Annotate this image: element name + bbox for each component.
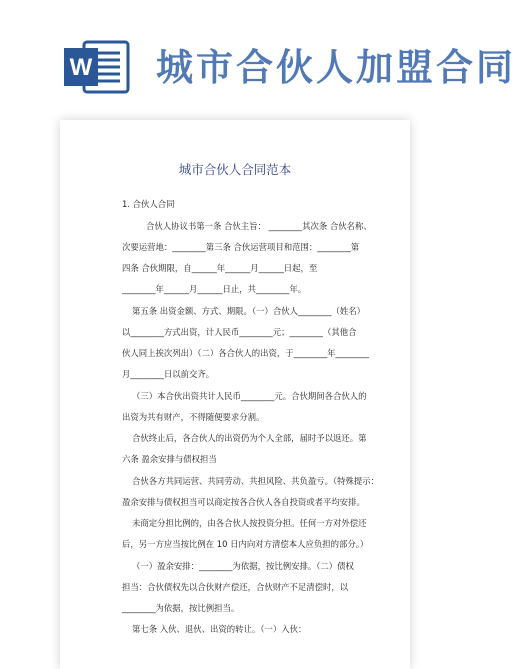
document-line: 四条 合伙期限，自______年______月______日起，至 — [122, 263, 318, 273]
document-line: 月________日以前交齐。 — [122, 369, 215, 379]
document-line: 出资为共有财产，不得随便要求分割。 — [122, 412, 265, 422]
document-line: 以________方式出资，计人民币________元；________（其他合 — [122, 327, 357, 337]
document-line: 未商定分担比例的，由各合伙人按投资分担。任何一方对外偿还 — [132, 518, 367, 528]
document-line: 六条 盈余安排与债权担当 — [122, 454, 217, 464]
document-line: 第七条 入伙、退伙、出资的转让。（一）入伙： — [132, 624, 307, 634]
document-line: 担当：合伙债权先以合伙财产偿还，合伙财产不足清偿时，以 — [122, 582, 349, 592]
document-line: ________年______月______日止，共________年。 — [122, 284, 307, 294]
banner-title: 城市合伙人加盟合同 — [156, 46, 516, 89]
document-line: 合伙人协议书第一条 合伙主旨： ________其次条 合伙名称、 — [146, 221, 372, 231]
document-line: 第五条 出资金额、方式、期限。（一）合伙人________（姓名） — [132, 306, 365, 316]
document-line: （一）盈余安排：________为依据，按比例安排。（二）债权 — [132, 561, 354, 571]
document-line: 伙人同上挨次列出）（二）各合伙人的出资，于________年________ — [122, 348, 370, 358]
document-line: 合伙各方共同运营、共同劳动、共担风险、共负盈亏。（特殊提示： — [132, 476, 380, 486]
document-line: 盈余安排与债权担当可以商定按各合伙人各自投资或者平均安排。 — [122, 497, 365, 507]
document-page — [60, 120, 410, 669]
document-line: 合伙终止后，各合伙人的出资仍为个人全部，届时予以返还。第 — [132, 433, 367, 443]
header-banner — [0, 0, 516, 112]
document-line: 1. 合伙人合同 — [122, 199, 175, 209]
document-line: ________为依据，按比例担当。 — [122, 603, 240, 613]
word-letter: W — [69, 54, 93, 81]
document-line: （三）本合伙出资共计人民币________元。合伙期间各合伙人的 — [132, 391, 367, 401]
document-line: 后，另一方应当按比例在 10 日内向对方清偿本人应负担的部分。） — [122, 539, 369, 549]
word-document-icon — [62, 38, 130, 96]
document-line: 次要运营地：________第三条 合伙运营项目和范围：________第 — [122, 242, 360, 252]
document-title: 城市合伙人合同范本 — [178, 162, 292, 177]
